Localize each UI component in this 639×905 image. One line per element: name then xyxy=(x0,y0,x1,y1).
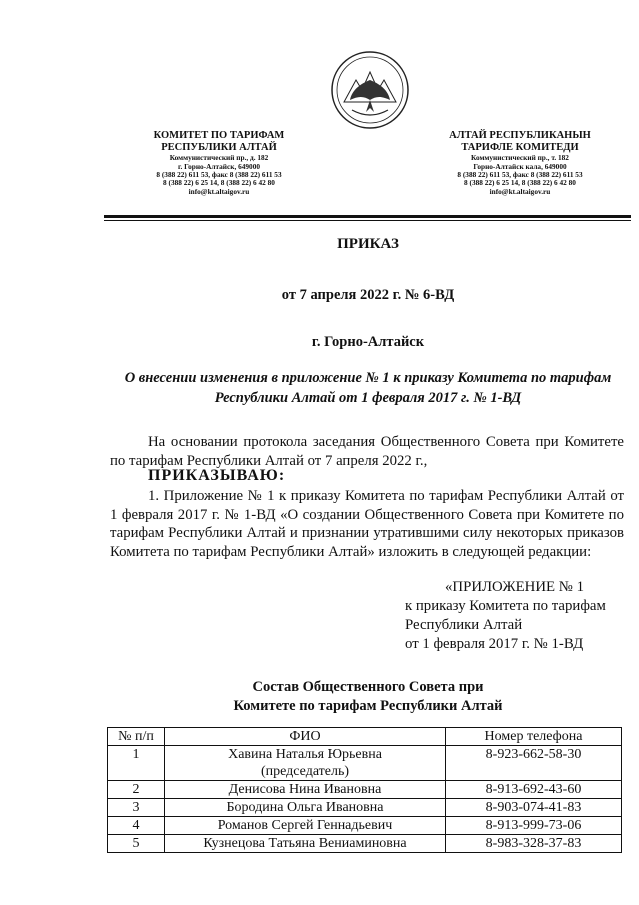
org-name-line2: ТАРИФЛЕ КОМИТЕДИ xyxy=(461,142,579,154)
address-street: Коммунистический пр., т. 182 xyxy=(471,153,569,163)
member-name: Денисова Нина Ивановна xyxy=(165,781,446,799)
council-title-line1: Состав Общественного Совета при xyxy=(252,679,484,695)
preamble-paragraph: На основании протокола заседания Общественного Совета при Комитете по тарифам Республики Алтай от 7 апреля 2022 г., xyxy=(110,434,624,469)
member-name: Кузнецова Татьяна Вениаминовна xyxy=(165,835,446,853)
member-name: Романов Сергей Геннадьевич xyxy=(165,817,446,835)
table-row xyxy=(108,817,622,835)
council-title-line2: Комитете по тарифам Республики Алтай xyxy=(233,698,503,714)
council-members-table xyxy=(107,727,622,853)
table-row xyxy=(108,835,622,853)
appendix-line4: от 1 февраля 2017 г. № 1-ВД xyxy=(405,636,584,652)
row-number: 1 xyxy=(108,746,165,781)
appendix-line2: к приказу Комитета по тарифам xyxy=(405,598,606,614)
order-city: г. Горно-Алтайск xyxy=(311,334,425,350)
member-role-note: (председатель) xyxy=(260,764,350,779)
column-header-phone: Номер телефона xyxy=(446,728,622,746)
council-table-title xyxy=(104,678,632,716)
order-directive-word: ПРИКАЗЫВАЮ: xyxy=(148,467,286,484)
header-divider-thick xyxy=(104,215,631,218)
address-street: Коммунистический пр., д. 182 xyxy=(169,153,269,163)
table-row xyxy=(108,746,622,781)
table-row xyxy=(108,781,622,799)
member-phone: 8-903-074-41-83 xyxy=(446,799,622,817)
member-phone: 8-913-999-73-06 xyxy=(446,817,622,835)
appendix-reference xyxy=(405,578,635,654)
member-phone: 8-913-692-43-60 xyxy=(446,781,622,799)
table-row xyxy=(108,799,622,817)
org-name-line1: КОМИТЕТ ПО ТАРИФАМ xyxy=(153,130,285,141)
phone-line1: 8 (388 22) 611 53, факс 8 (388 22) 611 53 xyxy=(457,169,583,179)
member-phone: 8-983-328-37-83 xyxy=(446,835,622,853)
phone-line2: 8 (388 22) 6 25 14, 8 (388 22) 6 42 80 xyxy=(163,178,275,188)
order-date: от 7 апреля 2022 г. № 6-ВД xyxy=(281,287,455,303)
row-number: 5 xyxy=(108,835,165,853)
address-city: Горно-Алтайск кала, 649000 xyxy=(473,161,567,171)
org-name-line2: РЕСПУБЛИКИ АЛТАЙ xyxy=(161,142,277,154)
phone-line1: 8 (388 22) 611 53, факс 8 (388 22) 611 53 xyxy=(156,169,282,179)
header-divider-thin xyxy=(104,220,631,221)
phone-line2: 8 (388 22) 6 25 14, 8 (388 22) 6 42 80 xyxy=(464,178,576,188)
member-name-cell xyxy=(165,746,446,781)
column-header-name: ФИО xyxy=(165,728,446,746)
coat-of-arms-emblem xyxy=(330,50,410,130)
order-subject: О внесении изменения в приложение № 1 к приказу Комитета по тарифам Республики Алтай от 1 февраля 2017 г. № 1-ВД xyxy=(124,370,612,406)
header-left xyxy=(104,130,334,196)
table-header-row xyxy=(108,728,622,746)
column-header-number: № п/п xyxy=(108,728,165,746)
appendix-line3: Республики Алтай xyxy=(405,617,523,633)
order-title: ПРИКАЗ xyxy=(337,236,399,252)
email: info@kt.altaigov.ru xyxy=(489,186,551,196)
address-city: г. Горно-Алтайск, 649000 xyxy=(177,161,260,171)
row-number: 2 xyxy=(108,781,165,799)
org-name-line1: АЛТАЙ РЕСПУБЛИКАНЫН xyxy=(449,130,591,141)
header-right xyxy=(405,130,635,196)
member-phone: 8-923-662-58-30 xyxy=(446,746,622,781)
row-number: 3 xyxy=(108,799,165,817)
item-1-paragraph: 1. Приложение № 1 к приказу Комитета по тарифам Республики Алтай от 1 февраля 2017 г. № 1-ВД «О создании Общественного Совета при Комитете по тарифам Республики Алтай и признании утратившими силу некоторых приказов Комитета по тарифам Республики Алтай» изложить в следующей редакции: xyxy=(110,488,624,560)
member-name: Бородина Ольга Ивановна xyxy=(165,799,446,817)
member-name: Хавина Наталья Юрьевна xyxy=(228,747,382,762)
appendix-line1: «ПРИЛОЖЕНИЕ № 1 xyxy=(445,579,584,595)
row-number: 4 xyxy=(108,817,165,835)
email: info@kt.altaigov.ru xyxy=(188,186,250,196)
